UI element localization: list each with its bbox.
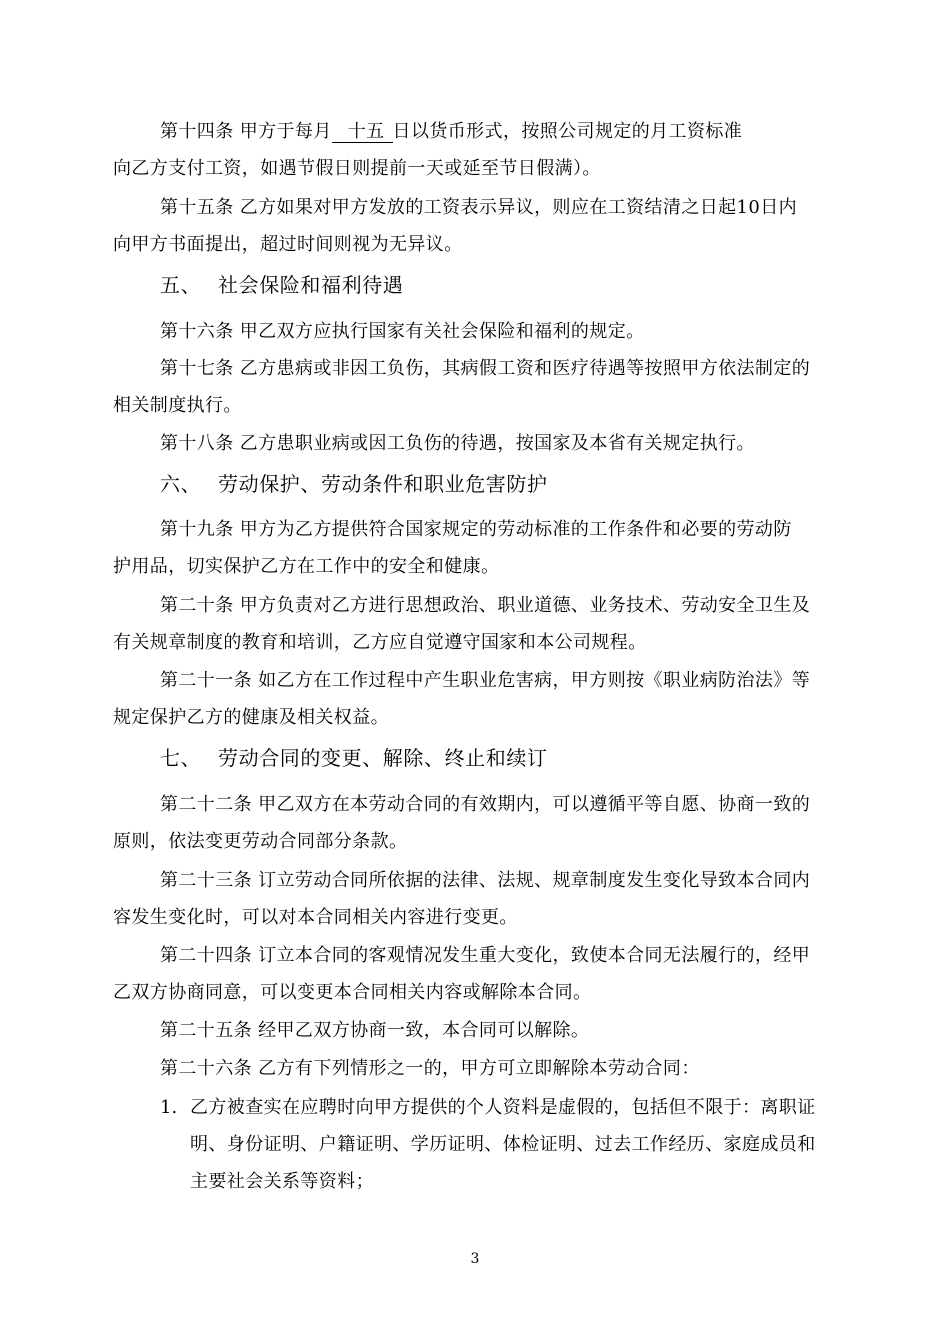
section-5-title: 社会保险和福利待遇: [218, 273, 404, 297]
article-24-line-2: 乙双方协商同意，可以变更本合同相关内容或解除本合同。: [113, 982, 592, 1003]
article-22-line-1: 第二十二条 甲乙双方在本劳动合同的有效期内，可以遵循平等自愿、协商一致的: [160, 794, 811, 815]
article-19-line-1: 第十九条 甲方为乙方提供符合国家规定的劳动标准的工作条件和必要的劳动防: [160, 519, 792, 540]
article-14-text-post: 日以货币形式，按照公司规定的月工资标准: [392, 121, 743, 142]
article-19-line-2: 护用品，切实保护乙方在工作中的安全和健康。: [113, 556, 500, 577]
page-number: 3: [470, 1251, 480, 1267]
section-7-title: 劳动合同的变更、解除、终止和续订: [218, 746, 548, 770]
article-26-line-1: 第二十六条 乙方有下列情形之一的，甲方可立即解除本劳动合同：: [160, 1058, 700, 1079]
article-20-line-1: 第二十条 甲方负责对乙方进行思想政治、职业道德、业务技术、劳动安全卫生及: [160, 595, 811, 616]
article-23-line-1: 第二十三条 订立劳动合同所依据的法律、法规、规章制度发生变化导致本合同内: [160, 870, 811, 891]
section-6-title: 劳动保护、劳动条件和职业危害防护: [218, 472, 548, 496]
article-16-line-1: 第十六条 甲乙双方应执行国家有关社会保险和福利的规定。: [160, 321, 645, 342]
section-5-number: 五、: [160, 273, 202, 297]
article-21-line-2: 规定保护乙方的健康及相关权益。: [113, 707, 389, 728]
payday-blank: 十五: [332, 122, 393, 143]
article-14-text-pre: 第十四条 甲方于每月: [160, 121, 332, 142]
list-item-1-line-3: 主要社会关系等资料；: [190, 1171, 374, 1192]
article-17-line-2: 相关制度执行。: [113, 395, 242, 416]
article-25-line-1: 第二十五条 经甲乙双方协商一致，本合同可以解除。: [160, 1020, 590, 1041]
article-15-line-1: 第十五条 乙方如果对甲方发放的工资表示异议，则应在工资结清之日起10日内: [160, 197, 798, 218]
section-6-number: 六、: [160, 472, 202, 496]
article-17-line-1: 第十七条 乙方患病或非因工负伤，其病假工资和医疗待遇等按照甲方依法制定的: [160, 358, 811, 379]
article-21-line-1: 第二十一条 如乙方在工作过程中产生职业危害病，甲方则按《职业病防治法》等: [160, 670, 811, 691]
list-item-1-line-2: 明、身份证明、户籍证明、学历证明、体检证明、过去工作经历、家庭成员和: [190, 1134, 816, 1155]
list-item-1-line-1: 乙方被查实在应聘时向甲方提供的个人资料是虚假的，包括但不限于：离职证: [190, 1097, 816, 1118]
article-14-line-2: 向乙方支付工资，如遇节假日则提前一天或延至节日假满）。: [113, 158, 601, 179]
list-item-number: 1.: [160, 1097, 178, 1118]
article-14-line-1: [160, 120, 742, 144]
article-18-line-1: 第十八条 乙方患职业病或因工负伤的待遇，按国家及本省有关规定执行。: [160, 433, 755, 454]
article-24-line-1: 第二十四条 订立本合同的客观情况发生重大变化，致使本合同无法履行的，经甲: [160, 945, 811, 966]
section-5-heading: [160, 272, 403, 298]
section-6-heading: [160, 471, 548, 497]
article-15-line-2: 向甲方书面提出，超过时间则视为无异议。: [113, 234, 463, 255]
section-7-heading: [160, 745, 548, 771]
article-23-line-2: 容发生变化时，可以对本合同相关内容进行变更。: [113, 907, 518, 928]
article-22-line-2: 原则，依法变更劳动合同部分条款。: [113, 831, 408, 852]
section-7-number: 七、: [160, 746, 202, 770]
article-20-line-2: 有关规章制度的教育和培训，乙方应自觉遵守国家和本公司规程。: [113, 632, 647, 653]
